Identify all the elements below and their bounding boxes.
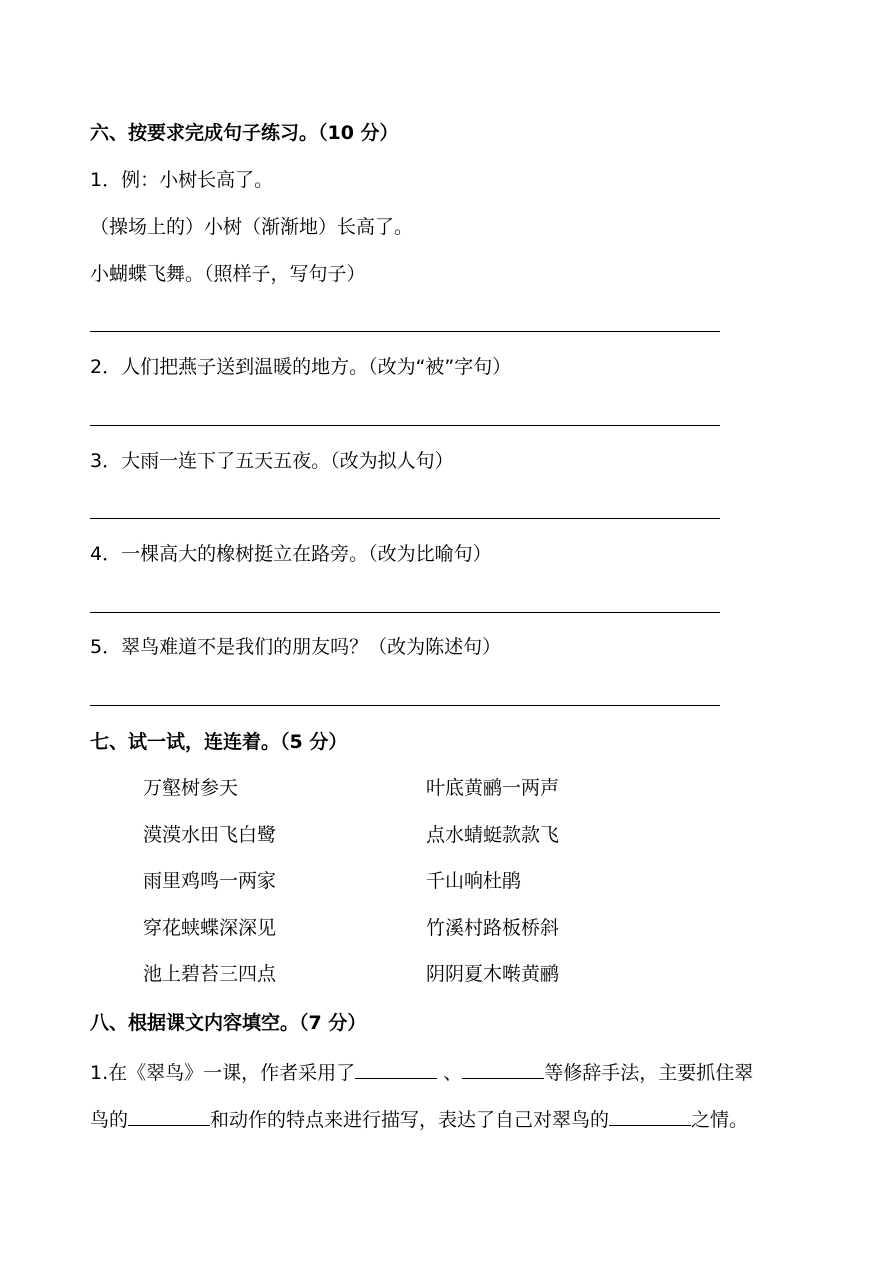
- blank-feeling[interactable]: [609, 1107, 691, 1126]
- fill-line-1-text-b: 、: [443, 1062, 463, 1084]
- fill-line-1-text-c: 等修辞手法，主要抓住翠: [544, 1062, 754, 1084]
- q5-answer-line[interactable]: [90, 705, 720, 706]
- q1-answer-line[interactable]: [90, 331, 720, 332]
- blank-rhetoric-2[interactable]: [462, 1060, 544, 1079]
- q4-answer-line[interactable]: [90, 612, 720, 613]
- match-left-item[interactable]: 漠漠水田飞白鹭: [143, 824, 277, 846]
- fill-line-2-text-a: 鸟的: [90, 1109, 129, 1131]
- match-right-item[interactable]: 千山响杜鹃: [426, 870, 522, 892]
- fill-line-2-text-b: 和动作的特点来进行描写，表达了自己对翠鸟的: [210, 1109, 610, 1131]
- fill-line-2-text-c: 之情。: [691, 1109, 749, 1131]
- match-right-item[interactable]: 竹溪村路板桥斜: [426, 917, 560, 939]
- q3-answer-line[interactable]: [90, 518, 720, 519]
- fill-line-2: [90, 1107, 748, 1130]
- q2-prompt: 2．人们把燕子送到温暖的地方。（改为“被”字句）: [90, 356, 512, 378]
- section8-heading: 八、根据课文内容填空。（7 分）: [90, 1012, 367, 1034]
- match-right-item[interactable]: 点水蜻蜓款款飞: [426, 824, 560, 846]
- q1-prompt: 1．例：小树长高了。: [90, 169, 274, 191]
- fill-line-1: [90, 1060, 753, 1083]
- section7-heading: 七、试一试，连连着。（5 分）: [90, 731, 348, 753]
- match-right-item[interactable]: 阴阴夏木啭黄鹂: [426, 963, 560, 985]
- q1-task: 小蝴蝶飞舞。（照样子，写句子）: [90, 263, 366, 285]
- q1-example: （操场上的）小树（渐渐地）长高了。: [90, 216, 414, 238]
- match-right-item[interactable]: 叶底黄鹂一两声: [426, 777, 560, 799]
- q2-answer-line[interactable]: [90, 425, 720, 426]
- section6-heading: 六、按要求完成句子练习。（10 分）: [90, 122, 399, 144]
- fill-line-1-text-a: 1.在《翠鸟》一课，作者采用了: [90, 1062, 356, 1084]
- match-left-item[interactable]: 雨里鸡鸣一两家: [143, 870, 277, 892]
- match-left-item[interactable]: 池上碧苔三四点: [143, 963, 277, 985]
- match-left-item[interactable]: 万壑树参天: [143, 777, 239, 799]
- blank-rhetoric-1[interactable]: [355, 1060, 437, 1079]
- blank-appearance[interactable]: [128, 1107, 210, 1126]
- q5-prompt: 5．翠鸟难道不是我们的朋友吗？（改为陈述句）: [90, 636, 502, 658]
- match-left-item[interactable]: 穿花蛱蝶深深见: [143, 917, 277, 939]
- q4-prompt: 4．一棵高大的橡树挺立在路旁。（改为比喻句）: [90, 543, 492, 565]
- q3-prompt: 3．大雨一连下了五天五夜。（改为拟人句）: [90, 450, 454, 472]
